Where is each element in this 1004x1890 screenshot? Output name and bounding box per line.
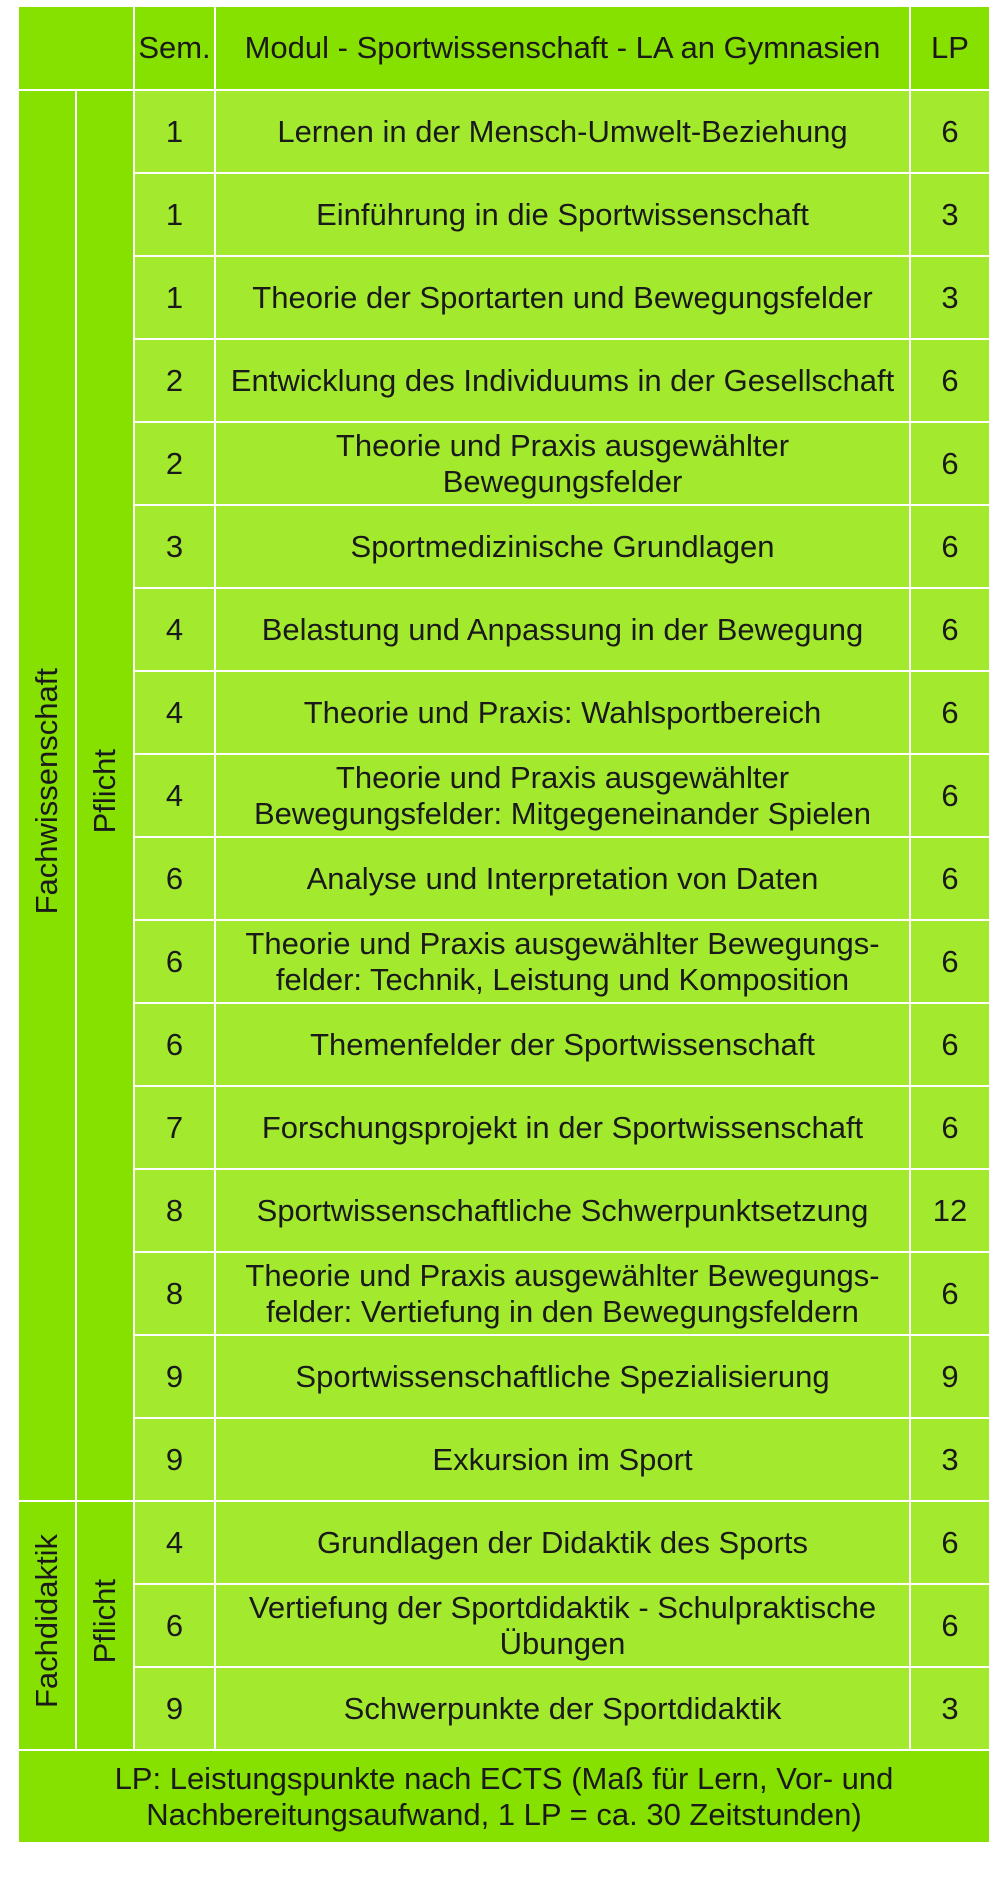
module-name: Grundlagen der Didaktik des Sports	[316, 1524, 809, 1560]
module-cell	[215, 1169, 910, 1252]
header-lp: LP	[910, 6, 990, 90]
lp-cell: 3	[910, 1418, 990, 1501]
module-name: Theorie der Sportarten und Bewegungsfelder	[252, 279, 873, 315]
semester-cell: 7	[134, 1086, 215, 1169]
table-row	[18, 837, 990, 920]
module-cell	[215, 754, 910, 837]
header-modul: Modul - Sportwissenschaft - LA an Gymnasien	[215, 6, 910, 90]
lp-cell: 12	[910, 1169, 990, 1252]
lp-cell: 6	[910, 1252, 990, 1335]
study-plan-table	[17, 5, 991, 1844]
semester-cell: 2	[134, 422, 215, 505]
semester-cell: 1	[134, 173, 215, 256]
semester-cell: 4	[134, 671, 215, 754]
table-row	[18, 1335, 990, 1418]
group-label: Fachdidaktik	[29, 1534, 64, 1709]
semester-cell: 1	[134, 256, 215, 339]
lp-cell: 3	[910, 256, 990, 339]
footer-row	[18, 1750, 990, 1843]
lp-cell: 6	[910, 90, 990, 173]
module-cell	[215, 1086, 910, 1169]
module-name: Einführung in die Sportwissenschaft	[316, 196, 809, 232]
lp-cell: 6	[910, 1501, 990, 1584]
module-cell	[215, 1003, 910, 1086]
subgroup-label: Pflicht	[87, 749, 122, 834]
semester-cell: 9	[134, 1335, 215, 1418]
semester-cell: 4	[134, 588, 215, 671]
semester-cell: 2	[134, 339, 215, 422]
semester-cell: 1	[134, 90, 215, 173]
table-row	[18, 1584, 990, 1667]
semester-cell: 3	[134, 505, 215, 588]
table-row	[18, 90, 990, 173]
lp-cell: 9	[910, 1335, 990, 1418]
table-row	[18, 1252, 990, 1335]
lp-cell: 3	[910, 1667, 990, 1750]
lp-cell: 6	[910, 837, 990, 920]
table-row	[18, 256, 990, 339]
module-cell	[215, 173, 910, 256]
lp-cell: 6	[910, 1086, 990, 1169]
lp-cell: 6	[910, 339, 990, 422]
module-name: Theorie und Praxis ausgewählter Bewegungs- felder: Vertiefung in den Bewegungsfeldern	[245, 1257, 880, 1329]
module-cell	[215, 1584, 910, 1667]
table-row	[18, 1003, 990, 1086]
table-row	[18, 1169, 990, 1252]
module-name: Forschungsprojekt in der Sportwissenschaft	[261, 1109, 864, 1145]
module-cell	[215, 1418, 910, 1501]
semester-cell: 4	[134, 754, 215, 837]
module-name: Sportmedizinische Grundlagen	[350, 528, 775, 564]
module-cell	[215, 1252, 910, 1335]
module-cell	[215, 422, 910, 505]
semester-cell: 8	[134, 1252, 215, 1335]
table-row	[18, 1086, 990, 1169]
table-row	[18, 920, 990, 1003]
module-name: Lernen in der Mensch-Umwelt-Beziehung	[277, 113, 848, 149]
module-name: Theorie und Praxis ausgewählter Bewegungsfelder: Mitgegeneinander Spielen	[254, 759, 871, 831]
semester-cell: 4	[134, 1501, 215, 1584]
module-name: Theorie und Praxis ausgewählter Bewegungsfelder	[335, 427, 790, 499]
lp-cell: 6	[910, 505, 990, 588]
footnote: LP: Leistungspunkte nach ECTS (Maß für Lern, Vor- und Nachbereitungsaufwand, 1 LP = ca. 30 Zeitstunden)	[18, 1750, 990, 1843]
group-fachdidaktik	[18, 1501, 76, 1750]
module-name: Sportwissenschaftliche Spezialisierung	[295, 1358, 830, 1394]
header-row	[18, 6, 990, 90]
table-row	[18, 1418, 990, 1501]
lp-cell: 6	[910, 1584, 990, 1667]
table-row	[18, 1501, 990, 1584]
table-row	[18, 1667, 990, 1750]
table-row	[18, 505, 990, 588]
module-cell	[215, 90, 910, 173]
semester-cell: 9	[134, 1667, 215, 1750]
lp-cell: 6	[910, 920, 990, 1003]
module-cell	[215, 1501, 910, 1584]
module-name: Theorie und Praxis: Wahlsportbereich	[303, 694, 822, 730]
semester-cell: 9	[134, 1418, 215, 1501]
module-name: Exkursion im Sport	[432, 1441, 693, 1477]
module-cell	[215, 339, 910, 422]
module-cell	[215, 1667, 910, 1750]
lp-cell: 6	[910, 588, 990, 671]
module-cell	[215, 837, 910, 920]
semester-cell: 6	[134, 1003, 215, 1086]
module-name: Themenfelder der Sportwissenschaft	[310, 1026, 815, 1062]
group-label: Fachwissenschaft	[29, 668, 64, 915]
semester-cell: 6	[134, 1584, 215, 1667]
lp-cell: 6	[910, 754, 990, 837]
lp-cell: 6	[910, 671, 990, 754]
header-blank-cell	[18, 6, 134, 90]
table-row	[18, 671, 990, 754]
semester-cell: 8	[134, 1169, 215, 1252]
module-cell	[215, 671, 910, 754]
subgroup-label: Pflicht	[87, 1579, 122, 1664]
table-row	[18, 588, 990, 671]
lp-cell: 6	[910, 1003, 990, 1086]
module-cell	[215, 588, 910, 671]
module-cell	[215, 505, 910, 588]
table-row	[18, 173, 990, 256]
lp-cell: 3	[910, 173, 990, 256]
module-name: Belastung und Anpassung in der Bewegung	[261, 611, 864, 647]
semester-cell: 6	[134, 837, 215, 920]
module-name: Analyse und Interpretation von Daten	[306, 860, 819, 896]
header-sem: Sem.	[134, 6, 215, 90]
module-name: Schwerpunkte der Sportdidaktik	[343, 1690, 782, 1726]
semester-cell: 6	[134, 920, 215, 1003]
module-name: Vertiefung der Sportdidaktik - Schulpraktische Übungen	[248, 1589, 877, 1661]
module-cell	[215, 256, 910, 339]
module-name: Entwicklung des Individuums in der Gesellschaft	[230, 362, 895, 398]
table-row	[18, 422, 990, 505]
module-name: Sportwissenschaftliche Schwerpunktsetzung	[256, 1192, 869, 1228]
group-fachwissenschaft	[18, 90, 76, 1501]
module-cell	[215, 920, 910, 1003]
subgroup-fachdidaktik-pflicht	[76, 1501, 134, 1750]
lp-cell: 6	[910, 422, 990, 505]
study-plan-container	[17, 5, 989, 1883]
table-row	[18, 754, 990, 837]
module-name: Theorie und Praxis ausgewählter Bewegungs- felder: Technik, Leistung und Komposition	[245, 925, 880, 997]
subgroup-fachwissenschaft-pflicht	[76, 90, 134, 1501]
table-row	[18, 339, 990, 422]
module-cell	[215, 1335, 910, 1418]
